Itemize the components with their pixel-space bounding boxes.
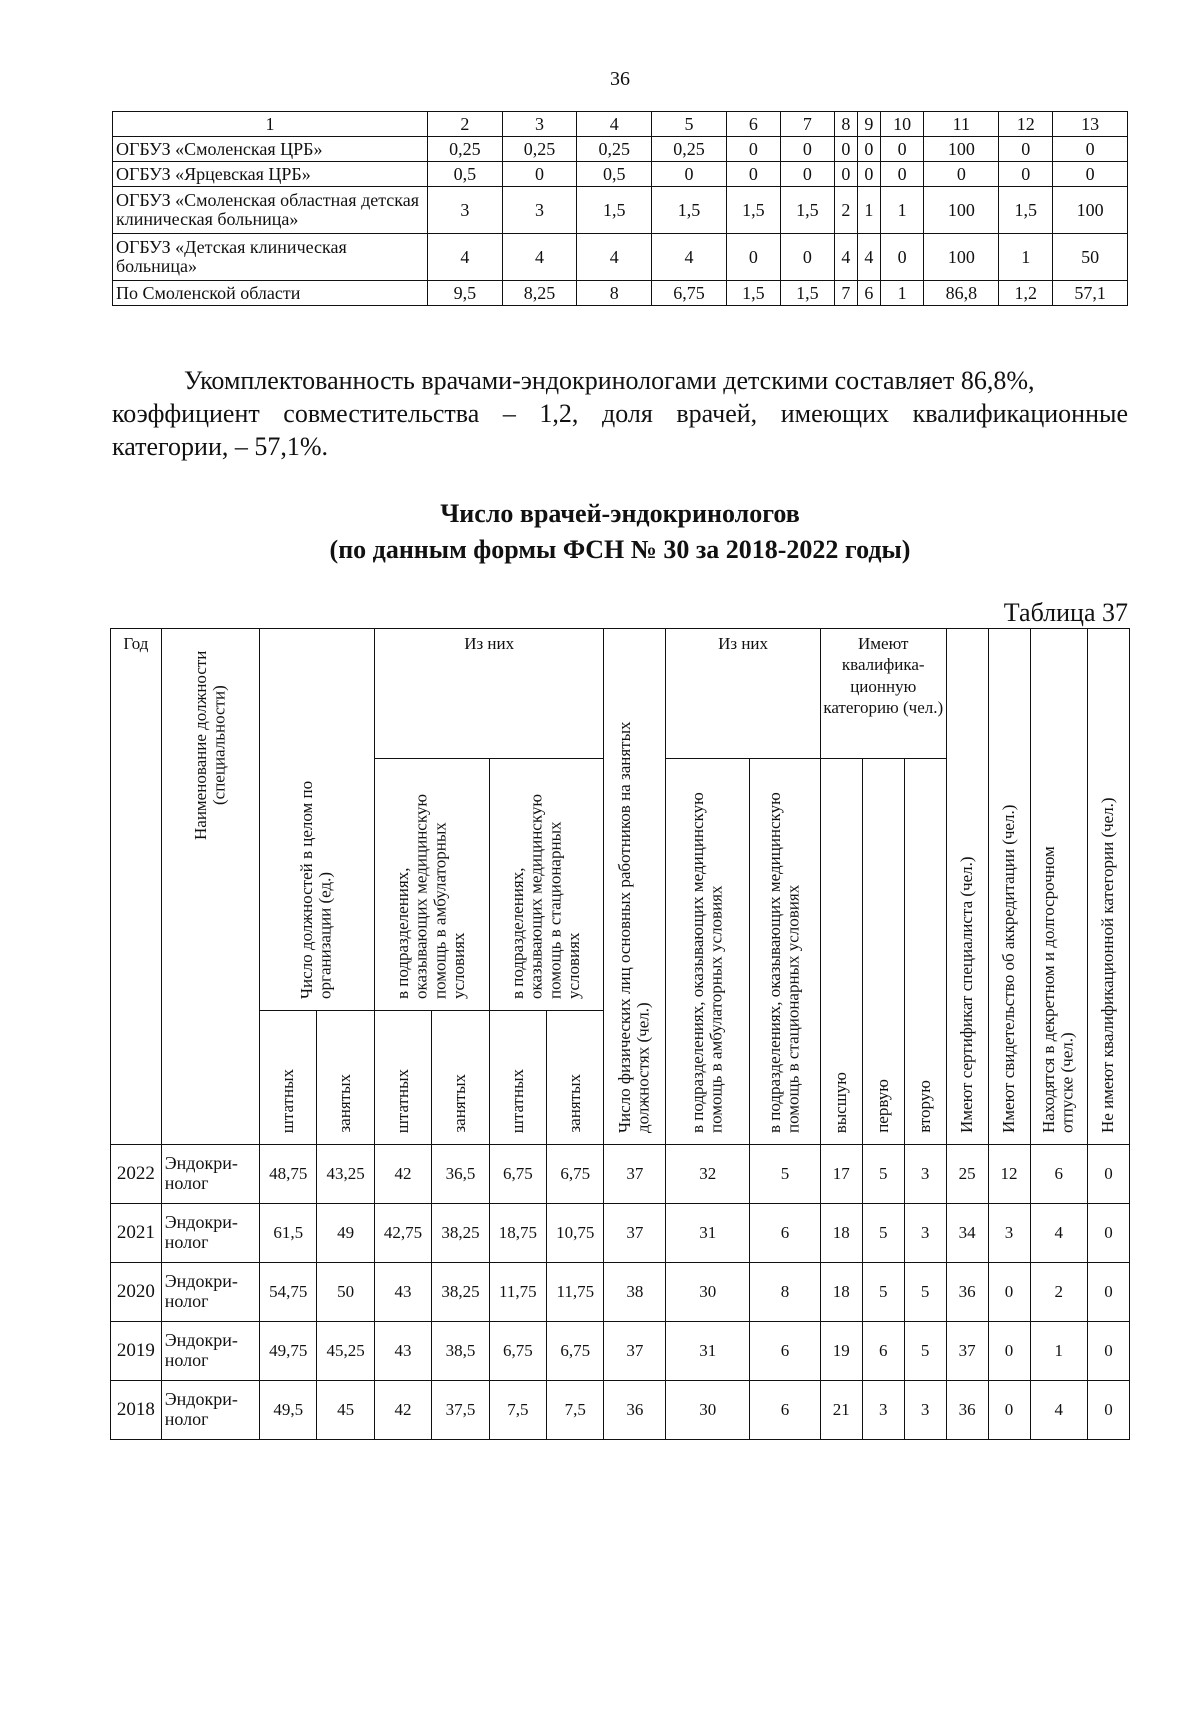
top-table-cell: 1,5	[726, 187, 780, 234]
main-table-cell: 6,75	[489, 1322, 546, 1381]
main-table-cell: 5	[862, 1263, 904, 1322]
main-table-cell: 6,75	[489, 1145, 546, 1204]
top-table-header-cell: 7	[780, 112, 834, 137]
main-table-cell: 6	[1030, 1145, 1087, 1204]
top-table-cell: 0	[857, 137, 880, 162]
main-table-cell: 38	[604, 1263, 666, 1322]
main-table-cell: 32	[666, 1145, 750, 1204]
top-table-cell: 8,25	[502, 281, 577, 306]
main-table-row	[111, 1145, 1130, 1204]
header-no-category: Не имеют квалификационной категории (чел.)	[1087, 629, 1129, 1145]
paragraph	[112, 364, 1128, 463]
top-table-cell: 0	[780, 162, 834, 187]
main-table-row	[111, 1322, 1130, 1381]
main-table-cell: 2	[1030, 1263, 1087, 1322]
main-table-cell: 38,25	[432, 1204, 489, 1263]
main-table-cell: 48,75	[260, 1145, 317, 1204]
main-table-cell: 3	[904, 1204, 946, 1263]
top-table-header-cell: 9	[857, 112, 880, 137]
top-table-cell: 100	[1053, 187, 1128, 234]
top-table-cell: 50	[1053, 234, 1128, 281]
top-table-header-cell: 10	[880, 112, 924, 137]
heading-line-2: (по данным формы ФСН № 30 за 2018-2022 годы)	[329, 535, 911, 564]
top-table-cell: 4	[502, 234, 577, 281]
main-table-cell: 36	[946, 1263, 988, 1322]
main-table-cell: 38,25	[432, 1263, 489, 1322]
top-table-cell: 7	[834, 281, 857, 306]
header-staff-stationary: штатных	[489, 1011, 546, 1145]
main-table-cell: 36	[946, 1381, 988, 1440]
main-table-cell: 7,5	[547, 1381, 604, 1440]
main-table-cell: 0	[1087, 1322, 1129, 1381]
header-physical: Число физических лиц основных работников на занятых должностях (чел.)	[604, 629, 666, 1145]
main-table-cell: 37,5	[432, 1381, 489, 1440]
header-positions-total: Число должностей в целом по организации (ед.)	[260, 629, 375, 1011]
top-table-cell: 1	[880, 281, 924, 306]
top-table-cell: 0,25	[577, 137, 652, 162]
top-table-cell: 4	[577, 234, 652, 281]
top-table-row-name: ОГБУЗ «Ярцевская ЦРБ»	[113, 162, 428, 187]
main-table-cell: 3	[904, 1145, 946, 1204]
top-table-cell: 0	[726, 137, 780, 162]
row-position-name: Эндокри-нолог	[161, 1322, 259, 1381]
top-table-cell: 0	[1053, 162, 1128, 187]
main-table-cell: 25	[946, 1145, 988, 1204]
paragraph-line-2: коэффициент совместительства – 1,2, доля врачей, имеющих квалификационные категории, – 57,1%.	[112, 399, 1128, 461]
main-table-cell: 4	[1030, 1381, 1087, 1440]
main-table-cell: 50	[317, 1263, 374, 1322]
main-table-cell: 12	[988, 1145, 1030, 1204]
heading-line-1: Число врачей-эндокринологов	[440, 499, 800, 528]
top-table-header-cell: 1	[113, 112, 428, 137]
top-table-cell: 4	[857, 234, 880, 281]
top-table-cell: 0	[502, 162, 577, 187]
main-table-cell: 42,75	[374, 1204, 431, 1263]
header-ambulatory: в подразделениях, оказывающих медицинскую помощь в амбулаторных условиях	[374, 759, 489, 1011]
top-table-row	[113, 137, 1128, 162]
main-table-cell: 6	[750, 1204, 821, 1263]
top-table-cell: 3	[428, 187, 503, 234]
top-table-row-name: ОГБУЗ «Смоленская областная детская клиническая больница»	[113, 187, 428, 234]
top-table-cell: 1,5	[780, 281, 834, 306]
header-leave: Находятся в декретном и долгосрочном отпуске (чел.)	[1030, 629, 1087, 1145]
main-table-cell: 7,5	[489, 1381, 546, 1440]
header-occupied-ambulatory: занятых	[432, 1011, 489, 1145]
top-table-cell: 1,5	[577, 187, 652, 234]
row-position-name: Эндокри-нолог	[161, 1204, 259, 1263]
top-table-cell: 0	[834, 137, 857, 162]
top-table-cell: 0	[880, 234, 924, 281]
main-table-cell: 18	[820, 1263, 862, 1322]
header-of-them-1: Из них	[374, 629, 604, 759]
top-table-cell: 1	[880, 187, 924, 234]
main-table-cell: 37	[604, 1145, 666, 1204]
top-table-cell: 8	[577, 281, 652, 306]
main-table-cell: 18,75	[489, 1204, 546, 1263]
top-table-cell: 0	[726, 234, 780, 281]
top-table-header-cell: 4	[577, 112, 652, 137]
top-table-cell: 1,5	[780, 187, 834, 234]
top-table-header-cell: 5	[652, 112, 727, 137]
main-table-cell: 0	[1087, 1145, 1129, 1204]
main-table-cell: 11,75	[489, 1263, 546, 1322]
top-table-header-cell: 3	[502, 112, 577, 137]
top-table-cell: 0,5	[428, 162, 503, 187]
main-table-cell: 42	[374, 1381, 431, 1440]
header-year: Год	[111, 629, 162, 1145]
header-occupied-stationary: занятых	[547, 1011, 604, 1145]
top-table-cell: 0	[880, 162, 924, 187]
main-table-cell: 36,5	[432, 1145, 489, 1204]
main-table-cell: 5	[750, 1145, 821, 1204]
top-table-cell: 4	[834, 234, 857, 281]
main-table-cell: 6,75	[547, 1145, 604, 1204]
top-table-cell: 0	[1053, 137, 1128, 162]
table-heading	[0, 496, 1200, 568]
main-table-cell: 37	[604, 1322, 666, 1381]
top-table-cell: 100	[924, 137, 999, 162]
main-table-row	[111, 1263, 1130, 1322]
row-year: 2019	[111, 1322, 162, 1381]
top-table-row-name: ОГБУЗ «Детская клиническая больница»	[113, 234, 428, 281]
top-table-row-name: ОГБУЗ «Смоленская ЦРБ»	[113, 137, 428, 162]
main-table-cell: 6	[862, 1322, 904, 1381]
header-second: вторую	[904, 759, 946, 1145]
main-table-cell: 4	[1030, 1204, 1087, 1263]
main-table	[110, 628, 1130, 1440]
main-table-cell: 37	[946, 1322, 988, 1381]
top-table-cell: 0,25	[428, 137, 503, 162]
top-table-cell: 0	[652, 162, 727, 187]
top-table-cell: 0	[780, 137, 834, 162]
main-table-cell: 38,5	[432, 1322, 489, 1381]
main-table-cell: 0	[988, 1263, 1030, 1322]
main-table-cell: 45	[317, 1381, 374, 1440]
top-table-cell: 0,25	[502, 137, 577, 162]
top-table-header-cell: 11	[924, 112, 999, 137]
main-table-cell: 42	[374, 1145, 431, 1204]
main-table-cell: 45,25	[317, 1322, 374, 1381]
main-table-cell: 37	[604, 1204, 666, 1263]
top-table-cell: 1,2	[999, 281, 1053, 306]
top-table-row	[113, 234, 1128, 281]
header-position: Наименование должности (специальности)	[161, 629, 259, 1145]
top-table-cell: 0	[999, 162, 1053, 187]
main-table-cell: 21	[820, 1381, 862, 1440]
top-table-row-name: По Смоленской области	[113, 281, 428, 306]
main-table-cell: 5	[904, 1322, 946, 1381]
top-table-cell: 86,8	[924, 281, 999, 306]
row-position-name: Эндокри-нолог	[161, 1145, 259, 1204]
main-table-cell: 8	[750, 1263, 821, 1322]
main-table-cell: 34	[946, 1204, 988, 1263]
main-table-cell: 43	[374, 1322, 431, 1381]
top-table-cell: 1	[999, 234, 1053, 281]
header-staff-ambulatory: штатных	[374, 1011, 431, 1145]
main-table-cell: 5	[862, 1145, 904, 1204]
top-table-cell: 1,5	[726, 281, 780, 306]
main-table-cell: 17	[820, 1145, 862, 1204]
main-table-cell: 49,75	[260, 1322, 317, 1381]
row-year: 2018	[111, 1381, 162, 1440]
main-table-cell: 5	[904, 1263, 946, 1322]
top-table	[112, 111, 1128, 306]
top-table-header-cell: 2	[428, 112, 503, 137]
header-accreditation: Имеют свидетельство об аккредитации (чел.)	[988, 629, 1030, 1145]
top-table-cell: 0,5	[577, 162, 652, 187]
main-table-cell: 61,5	[260, 1204, 317, 1263]
header-phys-ambulatory: в подразделениях, оказывающих медицинскую помощь в амбулаторных условиях	[666, 759, 750, 1145]
row-position-name: Эндокри-нолог	[161, 1263, 259, 1322]
page-number: 36	[610, 68, 630, 90]
main-table-cell: 43	[374, 1263, 431, 1322]
header-first: первую	[862, 759, 904, 1145]
main-table-cell: 31	[666, 1204, 750, 1263]
top-table-row	[113, 281, 1128, 306]
main-table-cell: 5	[862, 1204, 904, 1263]
row-year: 2021	[111, 1204, 162, 1263]
main-table-row	[111, 1381, 1130, 1440]
main-table-cell: 3	[904, 1381, 946, 1440]
main-table-cell: 11,75	[547, 1263, 604, 1322]
top-table-cell: 1	[857, 187, 880, 234]
header-of-them-2: Из них	[666, 629, 821, 759]
top-table-cell: 4	[428, 234, 503, 281]
top-table-header-row	[113, 112, 1128, 137]
header-staff-total: штатных	[260, 1011, 317, 1145]
main-table-cell: 54,75	[260, 1263, 317, 1322]
top-table-cell: 6,75	[652, 281, 727, 306]
top-table-cell: 0	[924, 162, 999, 187]
row-year: 2022	[111, 1145, 162, 1204]
main-table-cell: 6	[750, 1322, 821, 1381]
top-table-cell: 0	[880, 137, 924, 162]
top-table-cell: 0	[726, 162, 780, 187]
main-table-cell: 0	[1087, 1381, 1129, 1440]
main-table-cell: 19	[820, 1322, 862, 1381]
top-table-cell: 0	[834, 162, 857, 187]
main-table-cell: 36	[604, 1381, 666, 1440]
paragraph-line-1: Укомплектованность врачами-эндокринологами детскими составляет 86,8%,	[184, 366, 1035, 395]
top-table-cell: 0	[857, 162, 880, 187]
top-table-cell: 4	[652, 234, 727, 281]
main-table-cell: 1	[1030, 1322, 1087, 1381]
main-table-cell: 6,75	[547, 1322, 604, 1381]
top-table-cell: 100	[924, 234, 999, 281]
top-table-cell: 57,1	[1053, 281, 1128, 306]
top-table-header-cell: 13	[1053, 112, 1128, 137]
main-table-cell: 49,5	[260, 1381, 317, 1440]
top-table-cell: 6	[857, 281, 880, 306]
top-table-row	[113, 162, 1128, 187]
main-table-cell: 3	[862, 1381, 904, 1440]
main-table-cell: 0	[1087, 1204, 1129, 1263]
top-table-cell: 2	[834, 187, 857, 234]
main-table-cell: 0	[988, 1381, 1030, 1440]
main-table-cell: 31	[666, 1322, 750, 1381]
row-position-name: Эндокри-нолог	[161, 1381, 259, 1440]
header-qualification: Имеют квалифика-ционную категорию (чел.)	[820, 629, 946, 759]
header-stationary: в подразделениях, оказывающих медицинскую помощь в стационарных условиях	[489, 759, 604, 1011]
main-table-cell: 18	[820, 1204, 862, 1263]
top-table-cell: 0,25	[652, 137, 727, 162]
main-table-cell: 49	[317, 1204, 374, 1263]
top-table-header-cell: 6	[726, 112, 780, 137]
top-table-cell: 100	[924, 187, 999, 234]
top-table-row	[113, 187, 1128, 234]
main-table-row	[111, 1204, 1130, 1263]
main-table-cell: 0	[1087, 1263, 1129, 1322]
top-table-cell: 9,5	[428, 281, 503, 306]
main-table-cell: 10,75	[547, 1204, 604, 1263]
main-table-cell: 6	[750, 1381, 821, 1440]
main-table-cell: 43,25	[317, 1145, 374, 1204]
header-phys-stationary: в подразделениях, оказывающих медицинскую помощь в стационарных условиях	[750, 759, 821, 1145]
header-occupied-total: занятых	[317, 1011, 374, 1145]
top-table-header-cell: 8	[834, 112, 857, 137]
row-year: 2020	[111, 1263, 162, 1322]
main-table-cell: 30	[666, 1263, 750, 1322]
table-label: Таблица 37	[1003, 598, 1128, 627]
top-table-cell: 1,5	[999, 187, 1053, 234]
main-table-cell: 0	[988, 1322, 1030, 1381]
main-table-cell: 30	[666, 1381, 750, 1440]
top-table-cell: 1,5	[652, 187, 727, 234]
main-table-cell: 3	[988, 1204, 1030, 1263]
top-table-cell: 0	[999, 137, 1053, 162]
header-certificate: Имеют сертификат специалиста (чел.)	[946, 629, 988, 1145]
top-table-cell: 0	[780, 234, 834, 281]
header-highest: высшую	[820, 759, 862, 1145]
top-table-header-cell: 12	[999, 112, 1053, 137]
top-table-cell: 3	[502, 187, 577, 234]
